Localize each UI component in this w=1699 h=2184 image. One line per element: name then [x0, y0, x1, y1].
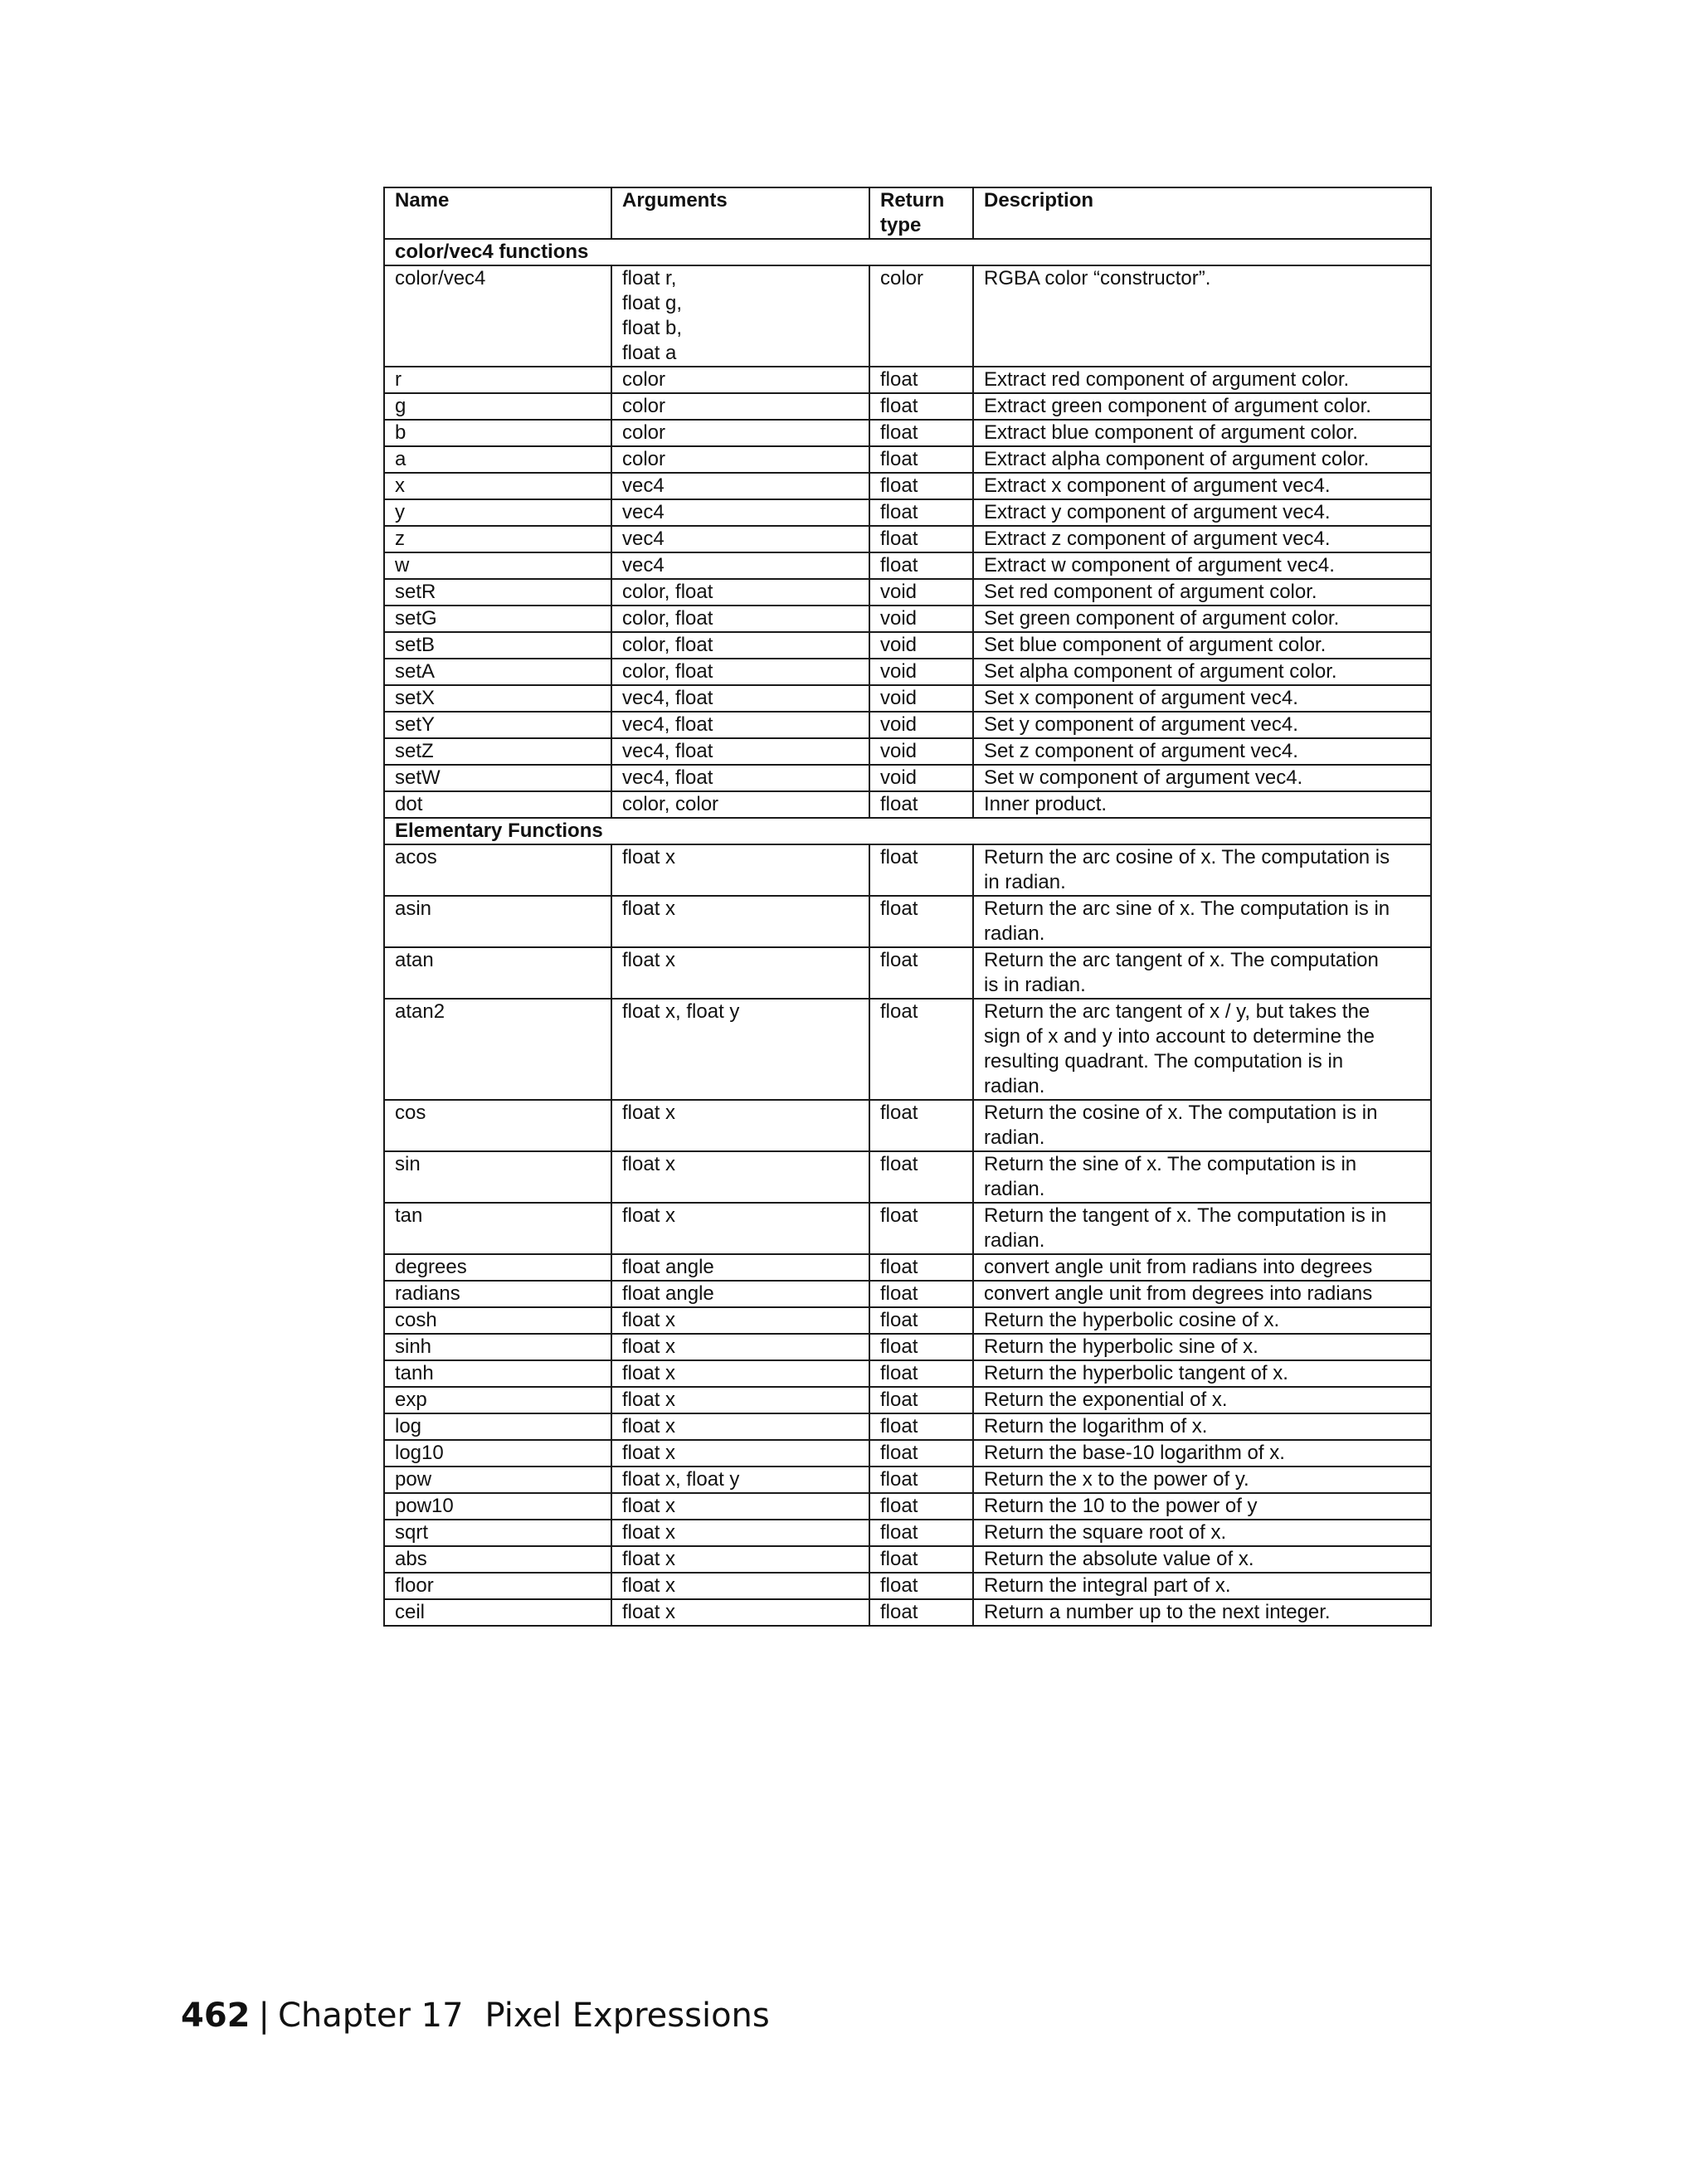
- function-name-cell: cos: [384, 1100, 611, 1151]
- description-cell: Return the absolute value of x.: [973, 1546, 1431, 1573]
- description-cell: RGBA color “constructor”.: [973, 265, 1431, 367]
- chapter-title: Pixel Expressions: [484, 1997, 770, 2035]
- return-type-cell: float: [869, 473, 973, 499]
- return-type-cell: float: [869, 999, 973, 1100]
- table-row: [384, 844, 1431, 896]
- table-row: [384, 1440, 1431, 1467]
- table-row: [384, 1254, 1431, 1281]
- table-row: [384, 1203, 1431, 1254]
- description-cell: Extract alpha component of argument color.: [973, 446, 1431, 473]
- return-type-cell: float: [869, 844, 973, 896]
- description-cell: Return the hyperbolic cosine of x.: [973, 1307, 1431, 1334]
- function-name-cell: log: [384, 1413, 611, 1440]
- arguments-cell: float x: [611, 1100, 869, 1151]
- arguments-cell: color, float: [611, 659, 869, 685]
- description-cell: Set x component of argument vec4.: [973, 685, 1431, 712]
- arguments-cell: color: [611, 393, 869, 420]
- function-name-cell: ceil: [384, 1599, 611, 1626]
- arguments-cell: float x: [611, 1573, 869, 1599]
- function-name-cell: degrees: [384, 1254, 611, 1281]
- return-type-cell: float: [869, 552, 973, 579]
- table-row: [384, 1100, 1431, 1151]
- table-row: [384, 1467, 1431, 1493]
- return-type-cell: void: [869, 765, 973, 791]
- function-name-cell: tanh: [384, 1360, 611, 1387]
- function-name-cell: exp: [384, 1387, 611, 1413]
- arguments-cell: float x: [611, 1307, 869, 1334]
- description-cell: Set blue component of argument color.: [973, 632, 1431, 659]
- description-cell: Extract x component of argument vec4.: [973, 473, 1431, 499]
- table-row: [384, 1493, 1431, 1520]
- arguments-cell: color: [611, 446, 869, 473]
- return-type-cell: float: [869, 1203, 973, 1254]
- arguments-cell: float x: [611, 1334, 869, 1360]
- description-cell: Inner product.: [973, 791, 1431, 818]
- description-cell: Extract w component of argument vec4.: [973, 552, 1431, 579]
- table-row: [384, 606, 1431, 632]
- table-row: [384, 765, 1431, 791]
- table-row: [384, 1387, 1431, 1413]
- header-return-type: Return type: [869, 187, 973, 239]
- return-type-cell: float: [869, 446, 973, 473]
- description-cell: Set red component of argument color.: [973, 579, 1431, 606]
- function-name-cell: sin: [384, 1151, 611, 1203]
- description-cell: Return the exponential of x.: [973, 1387, 1431, 1413]
- return-type-cell: float: [869, 1151, 973, 1203]
- arguments-cell: float x: [611, 1413, 869, 1440]
- arguments-cell: color: [611, 420, 869, 446]
- description-cell: Set green component of argument color.: [973, 606, 1431, 632]
- description-cell: Return the arc tangent of x. The computation is in radian.: [973, 947, 1431, 999]
- arguments-cell: float angle: [611, 1281, 869, 1307]
- table-row: [384, 579, 1431, 606]
- table-body: [384, 239, 1431, 1626]
- function-name-cell: tan: [384, 1203, 611, 1254]
- description-cell: Extract green component of argument color.: [973, 393, 1431, 420]
- table-row: [384, 1307, 1431, 1334]
- arguments-cell: float x: [611, 1546, 869, 1573]
- return-type-cell: void: [869, 579, 973, 606]
- return-type-cell: void: [869, 606, 973, 632]
- table-row: [384, 632, 1431, 659]
- table-row: [384, 1599, 1431, 1626]
- description-cell: Return the hyperbolic sine of x.: [973, 1334, 1431, 1360]
- return-type-cell: float: [869, 1413, 973, 1440]
- arguments-cell: vec4: [611, 552, 869, 579]
- description-cell: convert angle unit from radians into degrees: [973, 1254, 1431, 1281]
- description-cell: Return a number up to the next integer.: [973, 1599, 1431, 1626]
- function-name-cell: setA: [384, 659, 611, 685]
- function-name-cell: dot: [384, 791, 611, 818]
- footer-separator: |: [258, 1997, 270, 2035]
- function-name-cell: pow10: [384, 1493, 611, 1520]
- function-name-cell: x: [384, 473, 611, 499]
- page-number: 462: [181, 1997, 251, 2035]
- section-row: [384, 818, 1431, 844]
- return-type-cell: float: [869, 1467, 973, 1493]
- arguments-cell: float x: [611, 1151, 869, 1203]
- arguments-cell: float r, float g, float b, float a: [611, 265, 869, 367]
- return-type-cell: float: [869, 1307, 973, 1334]
- table-row: [384, 791, 1431, 818]
- table-row: [384, 685, 1431, 712]
- description-cell: Return the x to the power of y.: [973, 1467, 1431, 1493]
- return-type-cell: float: [869, 947, 973, 999]
- arguments-cell: float x: [611, 896, 869, 947]
- function-name-cell: abs: [384, 1546, 611, 1573]
- table-row: [384, 473, 1431, 499]
- description-cell: Extract y component of argument vec4.: [973, 499, 1431, 526]
- arguments-cell: vec4, float: [611, 712, 869, 738]
- return-type-cell: float: [869, 526, 973, 552]
- return-type-cell: float: [869, 1254, 973, 1281]
- return-type-cell: float: [869, 1360, 973, 1387]
- function-name-cell: z: [384, 526, 611, 552]
- chapter-label: Chapter 17: [277, 1997, 464, 2035]
- return-type-cell: float: [869, 367, 973, 393]
- description-cell: Return the cosine of x. The computation is in radian.: [973, 1100, 1431, 1151]
- header-name: Name: [384, 187, 611, 239]
- table-header-row: [384, 187, 1431, 239]
- function-name-cell: setB: [384, 632, 611, 659]
- table-row: [384, 738, 1431, 765]
- return-type-cell: float: [869, 791, 973, 818]
- return-type-cell: float: [869, 1387, 973, 1413]
- function-name-cell: setZ: [384, 738, 611, 765]
- table-row: [384, 947, 1431, 999]
- function-name-cell: w: [384, 552, 611, 579]
- table-row: [384, 1520, 1431, 1546]
- arguments-cell: color: [611, 367, 869, 393]
- arguments-cell: color, float: [611, 579, 869, 606]
- table-row: [384, 526, 1431, 552]
- return-type-cell: float: [869, 499, 973, 526]
- return-type-cell: float: [869, 896, 973, 947]
- function-name-cell: g: [384, 393, 611, 420]
- return-type-cell: float: [869, 1520, 973, 1546]
- table-row: [384, 265, 1431, 367]
- function-name-cell: setR: [384, 579, 611, 606]
- arguments-cell: float x: [611, 1520, 869, 1546]
- arguments-cell: float angle: [611, 1254, 869, 1281]
- function-name-cell: cosh: [384, 1307, 611, 1334]
- return-type-cell: void: [869, 738, 973, 765]
- description-cell: Return the integral part of x.: [973, 1573, 1431, 1599]
- function-name-cell: b: [384, 420, 611, 446]
- arguments-cell: vec4: [611, 473, 869, 499]
- section-title: Elementary Functions: [384, 818, 1431, 844]
- function-name-cell: sqrt: [384, 1520, 611, 1546]
- return-type-cell: float: [869, 1599, 973, 1626]
- return-type-cell: color: [869, 265, 973, 367]
- table-row: [384, 393, 1431, 420]
- table-row: [384, 1334, 1431, 1360]
- return-type-cell: float: [869, 420, 973, 446]
- function-name-cell: color/vec4: [384, 265, 611, 367]
- return-type-cell: float: [869, 1546, 973, 1573]
- return-type-cell: float: [869, 1334, 973, 1360]
- function-name-cell: floor: [384, 1573, 611, 1599]
- return-type-cell: float: [869, 1100, 973, 1151]
- table-row: [384, 1413, 1431, 1440]
- arguments-cell: vec4, float: [611, 765, 869, 791]
- return-type-cell: void: [869, 632, 973, 659]
- arguments-cell: float x: [611, 1387, 869, 1413]
- arguments-cell: float x, float y: [611, 999, 869, 1100]
- arguments-cell: float x: [611, 1440, 869, 1467]
- description-cell: Return the arc cosine of x. The computation is in radian.: [973, 844, 1431, 896]
- function-name-cell: setG: [384, 606, 611, 632]
- description-cell: Set z component of argument vec4.: [973, 738, 1431, 765]
- arguments-cell: vec4, float: [611, 738, 869, 765]
- return-type-cell: float: [869, 1493, 973, 1520]
- table-row: [384, 1151, 1431, 1203]
- arguments-cell: float x: [611, 1493, 869, 1520]
- page-footer: [181, 1992, 770, 2039]
- section-title: color/vec4 functions: [384, 239, 1431, 265]
- arguments-cell: color, color: [611, 791, 869, 818]
- description-cell: Return the arc sine of x. The computation is in radian.: [973, 896, 1431, 947]
- arguments-cell: float x: [611, 1203, 869, 1254]
- description-cell: Return the arc tangent of x / y, but takes the sign of x and y into account to determine the resulting quadrant. The computation is in radian.: [973, 999, 1431, 1100]
- table-row: [384, 367, 1431, 393]
- table-row: [384, 659, 1431, 685]
- return-type-cell: float: [869, 393, 973, 420]
- function-name-cell: sinh: [384, 1334, 611, 1360]
- description-cell: Set alpha component of argument color.: [973, 659, 1431, 685]
- arguments-cell: float x: [611, 844, 869, 896]
- return-type-cell: void: [869, 712, 973, 738]
- function-name-cell: log10: [384, 1440, 611, 1467]
- function-name-cell: a: [384, 446, 611, 473]
- description-cell: Return the 10 to the power of y: [973, 1493, 1431, 1520]
- function-name-cell: y: [384, 499, 611, 526]
- description-cell: Extract blue component of argument color.: [973, 420, 1431, 446]
- arguments-cell: float x: [611, 1599, 869, 1626]
- table-row: [384, 1360, 1431, 1387]
- function-name-cell: acos: [384, 844, 611, 896]
- description-cell: Extract red component of argument color.: [973, 367, 1431, 393]
- table-row: [384, 1573, 1431, 1599]
- function-name-cell: pow: [384, 1467, 611, 1493]
- header-arguments: Arguments: [611, 187, 869, 239]
- table-row: [384, 446, 1431, 473]
- return-type-cell: float: [869, 1281, 973, 1307]
- function-name-cell: setW: [384, 765, 611, 791]
- table-row: [384, 1546, 1431, 1573]
- table-row: [384, 552, 1431, 579]
- arguments-cell: color, float: [611, 632, 869, 659]
- function-name-cell: radians: [384, 1281, 611, 1307]
- table-row: [384, 999, 1431, 1100]
- description-cell: Return the sine of x. The computation is in radian.: [973, 1151, 1431, 1203]
- table-row: [384, 712, 1431, 738]
- function-name-cell: setY: [384, 712, 611, 738]
- arguments-cell: float x, float y: [611, 1467, 869, 1493]
- function-reference-table: [383, 187, 1432, 1627]
- description-cell: Set w component of argument vec4.: [973, 765, 1431, 791]
- header-description: Description: [973, 187, 1431, 239]
- return-type-cell: float: [869, 1440, 973, 1467]
- description-cell: Return the tangent of x. The computation is in radian.: [973, 1203, 1431, 1254]
- table-row: [384, 499, 1431, 526]
- function-name-cell: asin: [384, 896, 611, 947]
- arguments-cell: color, float: [611, 606, 869, 632]
- description-cell: Return the hyperbolic tangent of x.: [973, 1360, 1431, 1387]
- section-row: [384, 239, 1431, 265]
- function-name-cell: atan: [384, 947, 611, 999]
- arguments-cell: float x: [611, 947, 869, 999]
- table-row: [384, 1281, 1431, 1307]
- return-type-cell: void: [869, 685, 973, 712]
- arguments-cell: float x: [611, 1360, 869, 1387]
- function-name-cell: r: [384, 367, 611, 393]
- arguments-cell: vec4, float: [611, 685, 869, 712]
- arguments-cell: vec4: [611, 526, 869, 552]
- table-row: [384, 420, 1431, 446]
- function-name-cell: atan2: [384, 999, 611, 1100]
- description-cell: Set y component of argument vec4.: [973, 712, 1431, 738]
- return-type-cell: void: [869, 659, 973, 685]
- return-type-cell: float: [869, 1573, 973, 1599]
- description-cell: convert angle unit from degrees into radians: [973, 1281, 1431, 1307]
- description-cell: Extract z component of argument vec4.: [973, 526, 1431, 552]
- description-cell: Return the base-10 logarithm of x.: [973, 1440, 1431, 1467]
- description-cell: Return the logarithm of x.: [973, 1413, 1431, 1440]
- function-name-cell: setX: [384, 685, 611, 712]
- description-cell: Return the square root of x.: [973, 1520, 1431, 1546]
- table-row: [384, 896, 1431, 947]
- arguments-cell: vec4: [611, 499, 869, 526]
